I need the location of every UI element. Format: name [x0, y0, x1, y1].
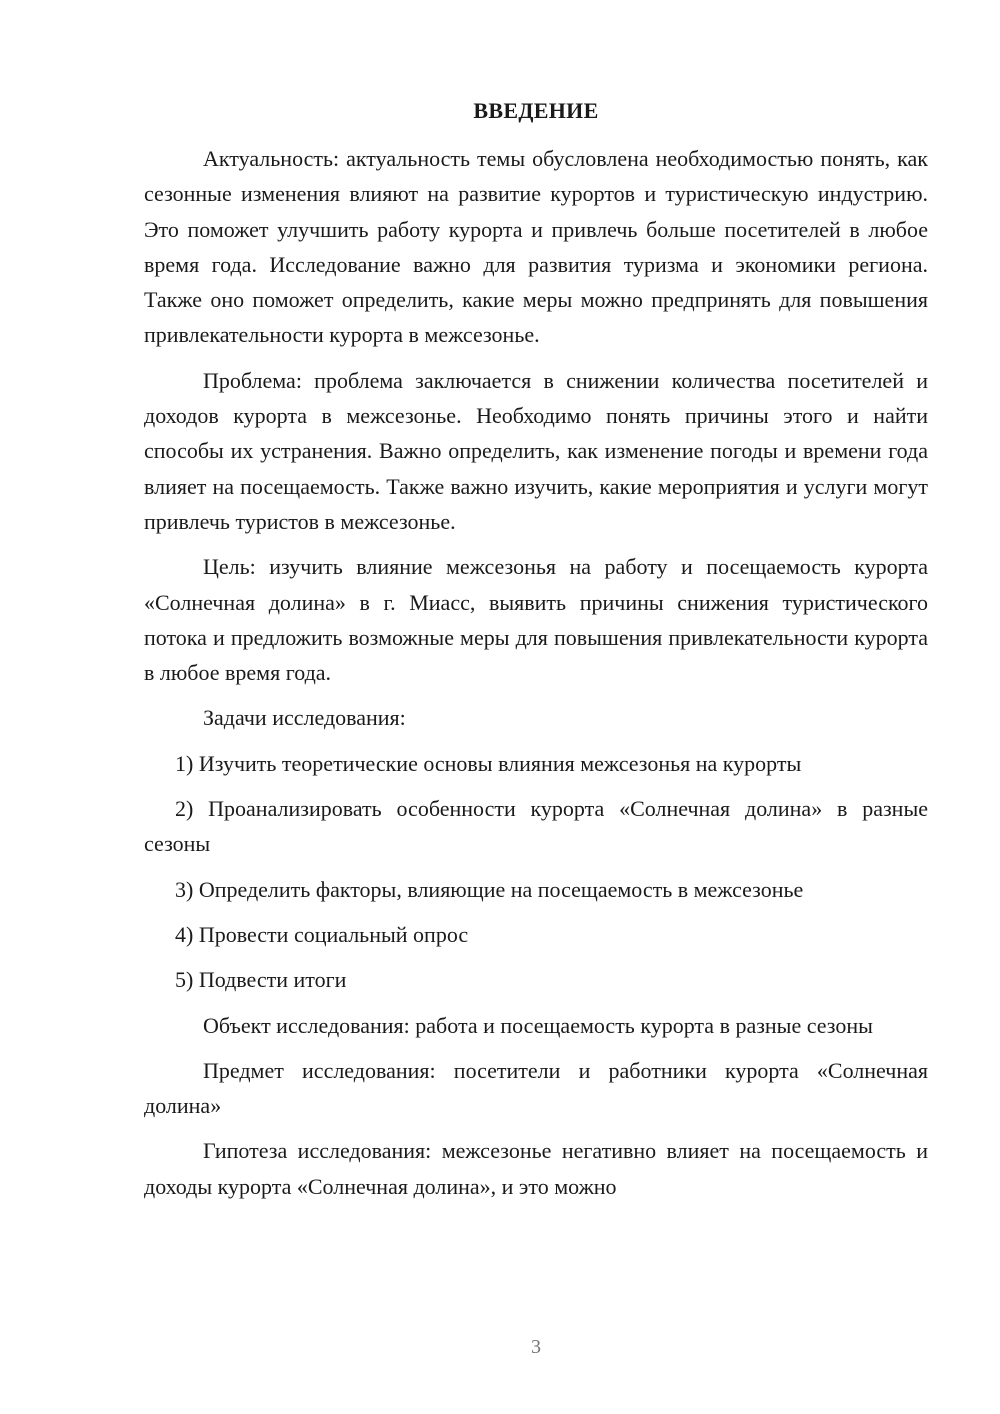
task-item-3: 3) Определить факторы, влияющие на посещаемость в межсезонье: [175, 876, 804, 902]
problem-paragraph: Проблема: проблема заключается в снижении количества посетителей и доходов курорта в межсезонье. Необходимо понять причины этого и найти способы их устранения. Важно определить, как изменение погоды и времени года влияет на посещаемость. Также важно изучить, какие мероприятия и услуги могут привлечь туристов в межсезонье.: [144, 367, 928, 534]
object-paragraph: Объект исследования: работа и посещаемость курорта в разные сезоны: [203, 1012, 873, 1038]
page-number: 3: [531, 1336, 541, 1358]
tasks-heading: Задачи исследования:: [203, 705, 406, 731]
hypothesis-paragraph: Гипотеза исследования: межсезонье негативно влияет на посещаемость и доходы курорта «Солнечная долина», и это можно: [144, 1138, 928, 1199]
task-item-5: 5) Подвести итоги: [175, 967, 347, 993]
document-body: [144, 141, 928, 1214]
goal-paragraph: Цель: изучить влияние межсезонья на работу и посещаемость курорта «Солнечная долина» в г. Миасс, выявить причины снижения туристического потока и предложить возможные меры для повышения привлекательности курорта в любое время года.: [144, 554, 928, 686]
task-item-4: 4) Провести социальный опрос: [175, 921, 469, 947]
task-item-1: 1) Изучить теоретические основы влияния межсезонья на курорты: [175, 750, 802, 776]
subject-paragraph: Предмет исследования: посетители и работники курорта «Солнечная долина»: [144, 1057, 928, 1119]
task-item-2: 2) Проанализировать особенности курорта «Солнечная долина» в разные сезоны: [144, 796, 928, 857]
relevance-paragraph: Актуальность: актуальность темы обусловлена необходимостью понять, как сезонные изменения влияют на развитие курортов и туристическую индустрию. Это поможет улучшить работу курорта и привлечь больше посетителей в любое время года. Исследование важно для развития туризма и экономики региона. Также оно поможет определить, какие меры можно предпринять для повышения привлекательности курорта в межсезонье.: [144, 146, 928, 348]
page-title: ВВЕДЕНИЕ: [473, 98, 599, 123]
